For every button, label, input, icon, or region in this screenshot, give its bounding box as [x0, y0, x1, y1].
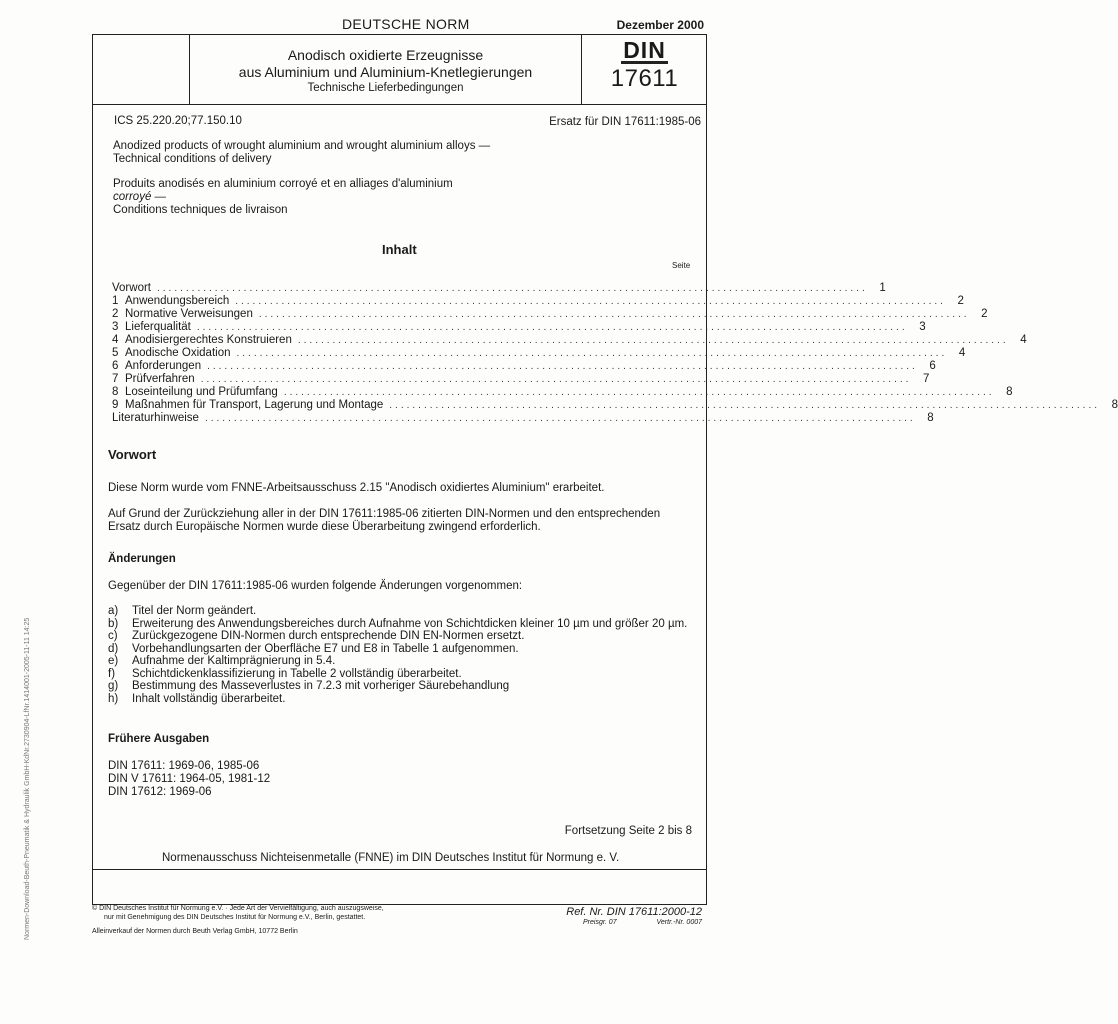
toc-page: 7	[923, 373, 930, 385]
header-left-box	[92, 34, 190, 104]
toc-page: 8	[1006, 386, 1013, 398]
list-key: b)	[108, 617, 119, 630]
toc-page: 2	[981, 308, 988, 320]
title-line-1: Anodisch oxidierte Erzeugnisse	[287, 47, 484, 63]
din-number: 17611	[610, 65, 679, 92]
toc-number: 2	[112, 308, 119, 320]
list-item	[108, 618, 687, 631]
reference-number: Ref. Nr. DIN 17611:2000-12	[566, 906, 702, 918]
toc-title: Inhalt	[382, 242, 417, 257]
list-text: Zurückgezogene DIN-Normen durch entsprechende DIN EN-Normen ersetzt.	[132, 630, 525, 642]
toc-page: 3	[919, 321, 926, 333]
toc-dots: ...........................................................................................................................	[200, 374, 912, 385]
toc-page: 1	[879, 282, 886, 294]
toc-dots: ...........................................................................................................................	[196, 322, 908, 333]
issue-date: Dezember 2000	[616, 18, 704, 32]
list-item	[108, 643, 519, 656]
toc-item[interactable]	[112, 412, 934, 425]
toc-number: 6	[112, 360, 119, 372]
toc-dots: ...........................................................................................................................	[207, 361, 918, 372]
list-text: Inhalt vollständig überarbeitet.	[132, 692, 286, 705]
french-title-3: Conditions techniques de livraison	[113, 204, 288, 216]
toc-page: 4	[958, 347, 966, 359]
download-watermark-text: Normen-Download-Beuth-Pneumatik & Hydraulik GmbH-KdNr.2730904-LfNr.1414001-2005-11-11 14:25	[24, 617, 31, 940]
list-item	[108, 655, 335, 668]
toc-label: Loseinteilung und Prüfumfang	[125, 386, 278, 398]
sales-number: Vertr.-Nr. 0007	[656, 919, 702, 926]
toc-item[interactable]	[112, 308, 988, 321]
list-text: Titel der Norm geändert.	[132, 605, 257, 617]
list-key: d)	[108, 642, 119, 655]
ics-code: ICS 25.220.20;77.150.10	[114, 115, 242, 127]
din-badge	[581, 34, 707, 104]
toc-page: 6	[929, 360, 936, 372]
toc-item[interactable]	[112, 399, 1118, 412]
toc-page-label: Seite	[672, 261, 691, 270]
toc-item[interactable]	[112, 295, 964, 308]
toc-page: 8	[927, 412, 934, 424]
toc-number: 5	[112, 347, 119, 359]
toc-label: Maßnahmen für Transport, Lagerung und Montage	[125, 399, 384, 411]
list-item	[108, 605, 256, 618]
vorwort-paragraph-2-line-1: Auf Grund der Zurückziehung aller in der DIN 17611:1985-06 zitierten DIN-Normen und den entsprechenden	[108, 508, 661, 520]
committee-line: Normenausschuss Nichteisenmetalle (FNNE) im DIN Deutsches Institut für Normung e. V.	[162, 852, 620, 864]
list-key: a)	[108, 605, 119, 617]
toc-label: Normative Verweisungen	[125, 308, 253, 320]
toc-label: Lieferqualität	[125, 321, 191, 333]
copyright-line-2: nur mit Genehmigung des DIN Deutsches Institut für Normung e.V., Berlin, gestattet.	[104, 914, 366, 921]
norm-type: DEUTSCHE NORM	[342, 16, 470, 32]
toc-item[interactable]	[112, 373, 930, 386]
list-key: f)	[108, 667, 116, 680]
toc-number: 9	[112, 399, 119, 411]
distribution-note: Alleinverkauf der Normen durch Beuth Verlag GmbH, 10772 Berlin	[92, 928, 298, 935]
replacement-note: Ersatz für DIN 17611:1985-06	[549, 116, 701, 128]
toc-page: 8	[1111, 399, 1118, 411]
english-title-1: Anodized products of wrought aluminium and wrought aluminium alloys —	[113, 140, 491, 152]
vorwort-paragraph-1: Diese Norm wurde vom FNNE-Arbeitsausschuss 2.15 "Anodisch oxidiertes Aluminium" erarbeitet.	[108, 482, 605, 494]
aenderungen-intro: Gegenüber der DIN 17611:1985-06 wurden folgende Änderungen vorgenommen:	[108, 580, 523, 592]
title-line-2: aus Aluminium und Aluminium-Knetlegierungen	[238, 64, 533, 80]
vorwort-paragraph-2-line-2: Ersatz durch Europäische Normen wurde diese Überarbeitung zwingend erforderlich.	[108, 521, 541, 533]
list-item	[108, 668, 462, 681]
toc-dots: ...........................................................................................................................	[236, 348, 948, 359]
toc-dots: ...........................................................................................................................	[235, 296, 946, 307]
committee-divider	[92, 869, 707, 870]
top-line	[92, 16, 708, 34]
aenderungen-heading: Änderungen	[108, 553, 176, 565]
list-text: Bestimmung des Masseverlustes in 7.2.3 mit vorheriger Säurebehandlung	[132, 680, 510, 692]
toc-dots: ...........................................................................................................................	[258, 309, 970, 320]
toc-number: 1	[112, 295, 119, 307]
fruehere-line-3: DIN 17612: 1969-06	[108, 786, 212, 798]
toc-label: Prüfverfahren	[125, 373, 195, 385]
toc-label: Literaturhinweise	[112, 412, 199, 424]
toc-item[interactable]	[112, 386, 1013, 399]
toc-number: 8	[112, 386, 119, 398]
toc-label: Anodische Oxidation	[125, 347, 231, 359]
toc-page: 4	[1020, 334, 1027, 346]
toc-label: Vorwort	[112, 282, 151, 294]
list-key: e)	[108, 655, 119, 667]
list-text: Vorbehandlungsarten der Oberfläche E7 und E8 in Tabelle 1 aufgenommen.	[132, 642, 519, 655]
list-item	[108, 693, 285, 706]
toc-dots: ...........................................................................................................................	[283, 387, 995, 398]
toc-label: Anwendungsbereich	[125, 295, 230, 307]
din-logo: DIN	[623, 37, 666, 63]
toc-dots: ...........................................................................................................................	[297, 335, 1009, 346]
toc-page: 2	[957, 295, 964, 307]
fruehere-line-2: DIN V 17611: 1964-05, 1981-12	[108, 773, 271, 785]
toc-dots: ...........................................................................................................................	[204, 413, 916, 424]
french-title-1: Produits anodisés en aluminium corroyé et en alliages d'aluminium	[113, 178, 453, 190]
toc-item[interactable]	[112, 334, 1027, 347]
header-title-box	[190, 34, 581, 104]
toc-number: 7	[112, 373, 119, 385]
copyright-line-1: © DIN Deutsches Institut für Normung e.V. · Jede Art der Vervielfältigung, auch auszugsweise,	[92, 905, 384, 912]
english-title-2: Technical conditions of delivery	[113, 153, 272, 165]
vorwort-heading: Vorwort	[108, 447, 157, 462]
toc-label: Anforderungen	[125, 360, 202, 372]
list-text: Erweiterung des Anwendungsbereiches durch Aufnahme von Schichtdicken kleiner 10 µm und größer 20 µm.	[132, 617, 688, 630]
list-text: Aufnahme der Kaltimprägnierung in 5.4.	[132, 655, 336, 667]
fruehere-line-1: DIN 17611: 1969-06, 1985-06	[108, 760, 260, 772]
header-divider	[92, 104, 707, 105]
toc-dots: ...........................................................................................................................	[389, 400, 1101, 411]
toc-item[interactable]	[112, 321, 926, 334]
fruehere-heading: Frühere Ausgaben	[108, 733, 210, 745]
toc-item[interactable]	[112, 282, 886, 295]
toc-number: 4	[112, 334, 119, 346]
list-item	[108, 680, 509, 693]
toc-item[interactable]	[112, 360, 936, 373]
list-key: h)	[108, 692, 119, 705]
toc-label: Anodisiergerechtes Konstruieren	[125, 334, 292, 346]
title-line-3: Technische Lieferbedingungen	[307, 82, 464, 94]
price-group: Preisgr. 07	[583, 919, 617, 926]
download-watermark	[14, 550, 31, 940]
list-item	[108, 630, 524, 643]
list-key: c)	[108, 630, 118, 642]
toc-item[interactable]	[112, 347, 966, 360]
toc-number: 3	[112, 321, 119, 333]
toc-dots: ...........................................................................................................................	[157, 283, 868, 294]
french-title-2: corroyé —	[113, 191, 167, 203]
list-text: Schichtdickenklassifizierung in Tabelle 2 vollständig überarbeitet.	[132, 667, 462, 680]
continuation-note: Fortsetzung Seite 2 bis 8	[564, 825, 692, 837]
list-key: g)	[108, 680, 119, 692]
